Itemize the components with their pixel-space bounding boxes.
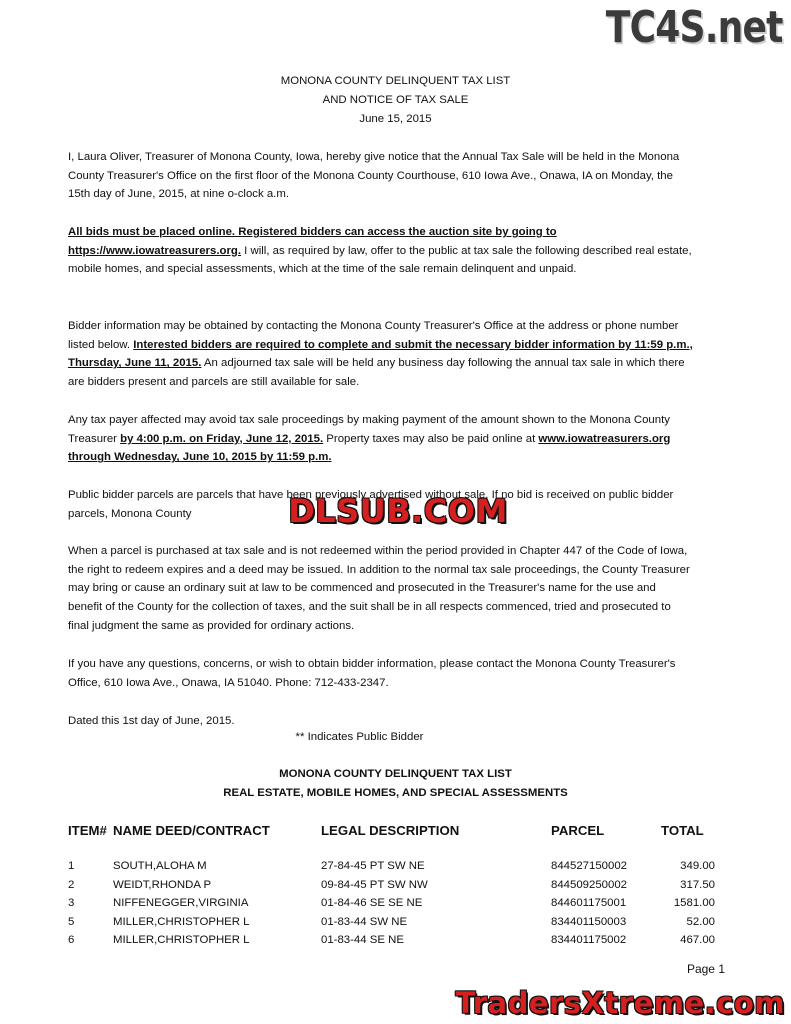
cell-item: 3 (68, 897, 75, 909)
list-title: MONONA COUNTY DELINQUENT TAX LIST (279, 768, 512, 780)
adjourned-sale-text: An adjourned tax sale will be held any business day following the annual tax sale in which there are bidders present and parcels are still available for sale. (68, 357, 685, 389)
payment-deadline: by 4:00 p.m. on Friday, June 12, 2015. (120, 432, 324, 445)
paragraph-public-bidder: Public bidder parcels are parcels that have been previously advertised without sale. If no bid is received on public bidder parcels, Monona County (68, 489, 674, 520)
cell-legal: 01-83-44 SW NE (321, 915, 408, 928)
cell-name: MILLER,CHRISTOPHER L (113, 934, 250, 946)
online-payment-deadline: www.iowatreasurers.org through Wednesday, June 10, 2015 by 11:59 p.m. (68, 432, 671, 464)
bidder-info-text: Bidder information may be obtained by contacting the Monona County Treasurer's Office at the address or phone number listed below. (68, 320, 679, 351)
table-row (0, 879, 791, 898)
header-parcel: PARCEL (551, 823, 605, 838)
cell-name: NIFFENEGGER,VIRGINIA (113, 897, 249, 909)
table-row (0, 934, 791, 953)
cell-parcel: 844509250002 (551, 878, 628, 891)
notice-title: MONONA COUNTY DELINQUENT TAX LIST (280, 75, 511, 87)
notice-subtitle: AND NOTICE OF TAX SALE (322, 94, 469, 106)
cell-parcel: 844527150002 (551, 860, 628, 872)
page-number: Page 1 (686, 962, 725, 976)
watermark-bottom: TradersXtreme.com (455, 986, 785, 1020)
paragraph-intro: I, Laura Oliver, Treasurer of Monona County, Iowa, hereby give notice that the Annual Tax Sale will be held in the Monona County Treasurer's Office on the first floor of the Monona County Courthouse, 610 Iowa Ave., Onawa, IA on Monday, the 15th day of June, 2015, at nine o-clock a.m. (68, 151, 680, 201)
cell-item: 1 (68, 860, 75, 872)
watermark-middle: DLSUB.COM (288, 492, 508, 530)
cell-legal: 27-84-45 PT SW NE (321, 860, 425, 872)
tax-list-table (0, 860, 791, 953)
header-total: TOTAL (661, 823, 704, 838)
paragraph-dated: Dated this 1st day of June, 2015. (68, 715, 235, 727)
online-bids-rest: I will, as required by law, offer to the public at tax sale the following described real estate, mobile homes, and special assessments, which at the time of the sale remain delinquent and unpaid. (68, 244, 692, 276)
table-row (0, 897, 791, 916)
cell-parcel: 834401150003 (551, 915, 627, 928)
online-bids-notice: All bids must be placed online. Registered bidders can access the auction site by going to https://www.iowatreasurers.org. (68, 226, 557, 257)
cell-item: 5 (68, 915, 75, 928)
paragraph-contact: If you have any questions, concerns, or wish to obtain bidder information, please contact the Monona County Treasurer's Office, 610 Iowa Ave., Onawa, IA 51040. Phone: 712-433-2347. (68, 658, 676, 689)
cell-item: 2 (68, 878, 75, 891)
paragraph-payment (68, 411, 693, 467)
cell-total: 349.00 (680, 860, 715, 872)
cell-name: SOUTH,ALOHA M (113, 860, 207, 872)
table-row (0, 860, 791, 879)
paragraph-redemption: When a parcel is purchased at tax sale and is not redeemed within the period provided in Chapter 447 of the Code of Iowa, the right to redeem expires and a deed may be issued. In addition to the normal tax sale proceedings, the County Treasurer may bring or cause an ordinary suit at law to be commenced and prosecuted in the Treasurer's name for the use and benefit of the County for the collection of taxes, and the suit shall be in all respects commenced, tried and prosecuted to final judgment the same as provided for ordinary actions. (68, 545, 690, 632)
cell-legal: 09-84-45 PT SW NW (321, 878, 428, 891)
watermark-top: TC4S.net (606, 2, 783, 53)
cell-parcel: 844601175001 (551, 897, 627, 909)
cell-parcel: 834401175002 (551, 934, 627, 946)
bidder-deadline: Interested bidders are required to complete and submit the necessary bidder information by 11:59 p.m., Thursday, June 11, 2015. (68, 338, 693, 370)
table-row (0, 916, 791, 935)
list-subtitle: REAL ESTATE, MOBILE HOMES, AND SPECIAL ASSESSMENTS (223, 787, 568, 799)
online-payment-text: Property taxes may also be paid online at (323, 432, 539, 445)
cell-total: 317.50 (680, 878, 715, 891)
paragraph-bidder-info (68, 317, 693, 392)
cell-total: 1581.00 (673, 897, 715, 909)
cell-legal: 01-84-46 SE SE NE (321, 897, 423, 909)
cell-total: 467.00 (680, 934, 715, 946)
header-name: NAME DEED/CONTRACT (113, 823, 270, 838)
cell-item: 6 (68, 934, 75, 946)
paragraph-online-bids (68, 223, 693, 279)
header-legal: LEGAL DESCRIPTION (321, 823, 460, 838)
cell-legal: 01-83-44 SE NE (321, 934, 404, 946)
public-bidder-note: ** Indicates Public Bidder (295, 731, 424, 743)
cell-name: MILLER,CHRISTOPHER L (113, 915, 250, 928)
payment-text: Any tax payer affected may avoid tax sale proceedings by making payment of the amount shown to the Monona County Treasurer (68, 414, 670, 445)
notice-date: June 15, 2015 (359, 113, 432, 125)
cell-name: WEIDT,RHONDA P (113, 878, 212, 891)
cell-total: 52.00 (686, 915, 715, 928)
header-item: ITEM# (68, 823, 107, 838)
